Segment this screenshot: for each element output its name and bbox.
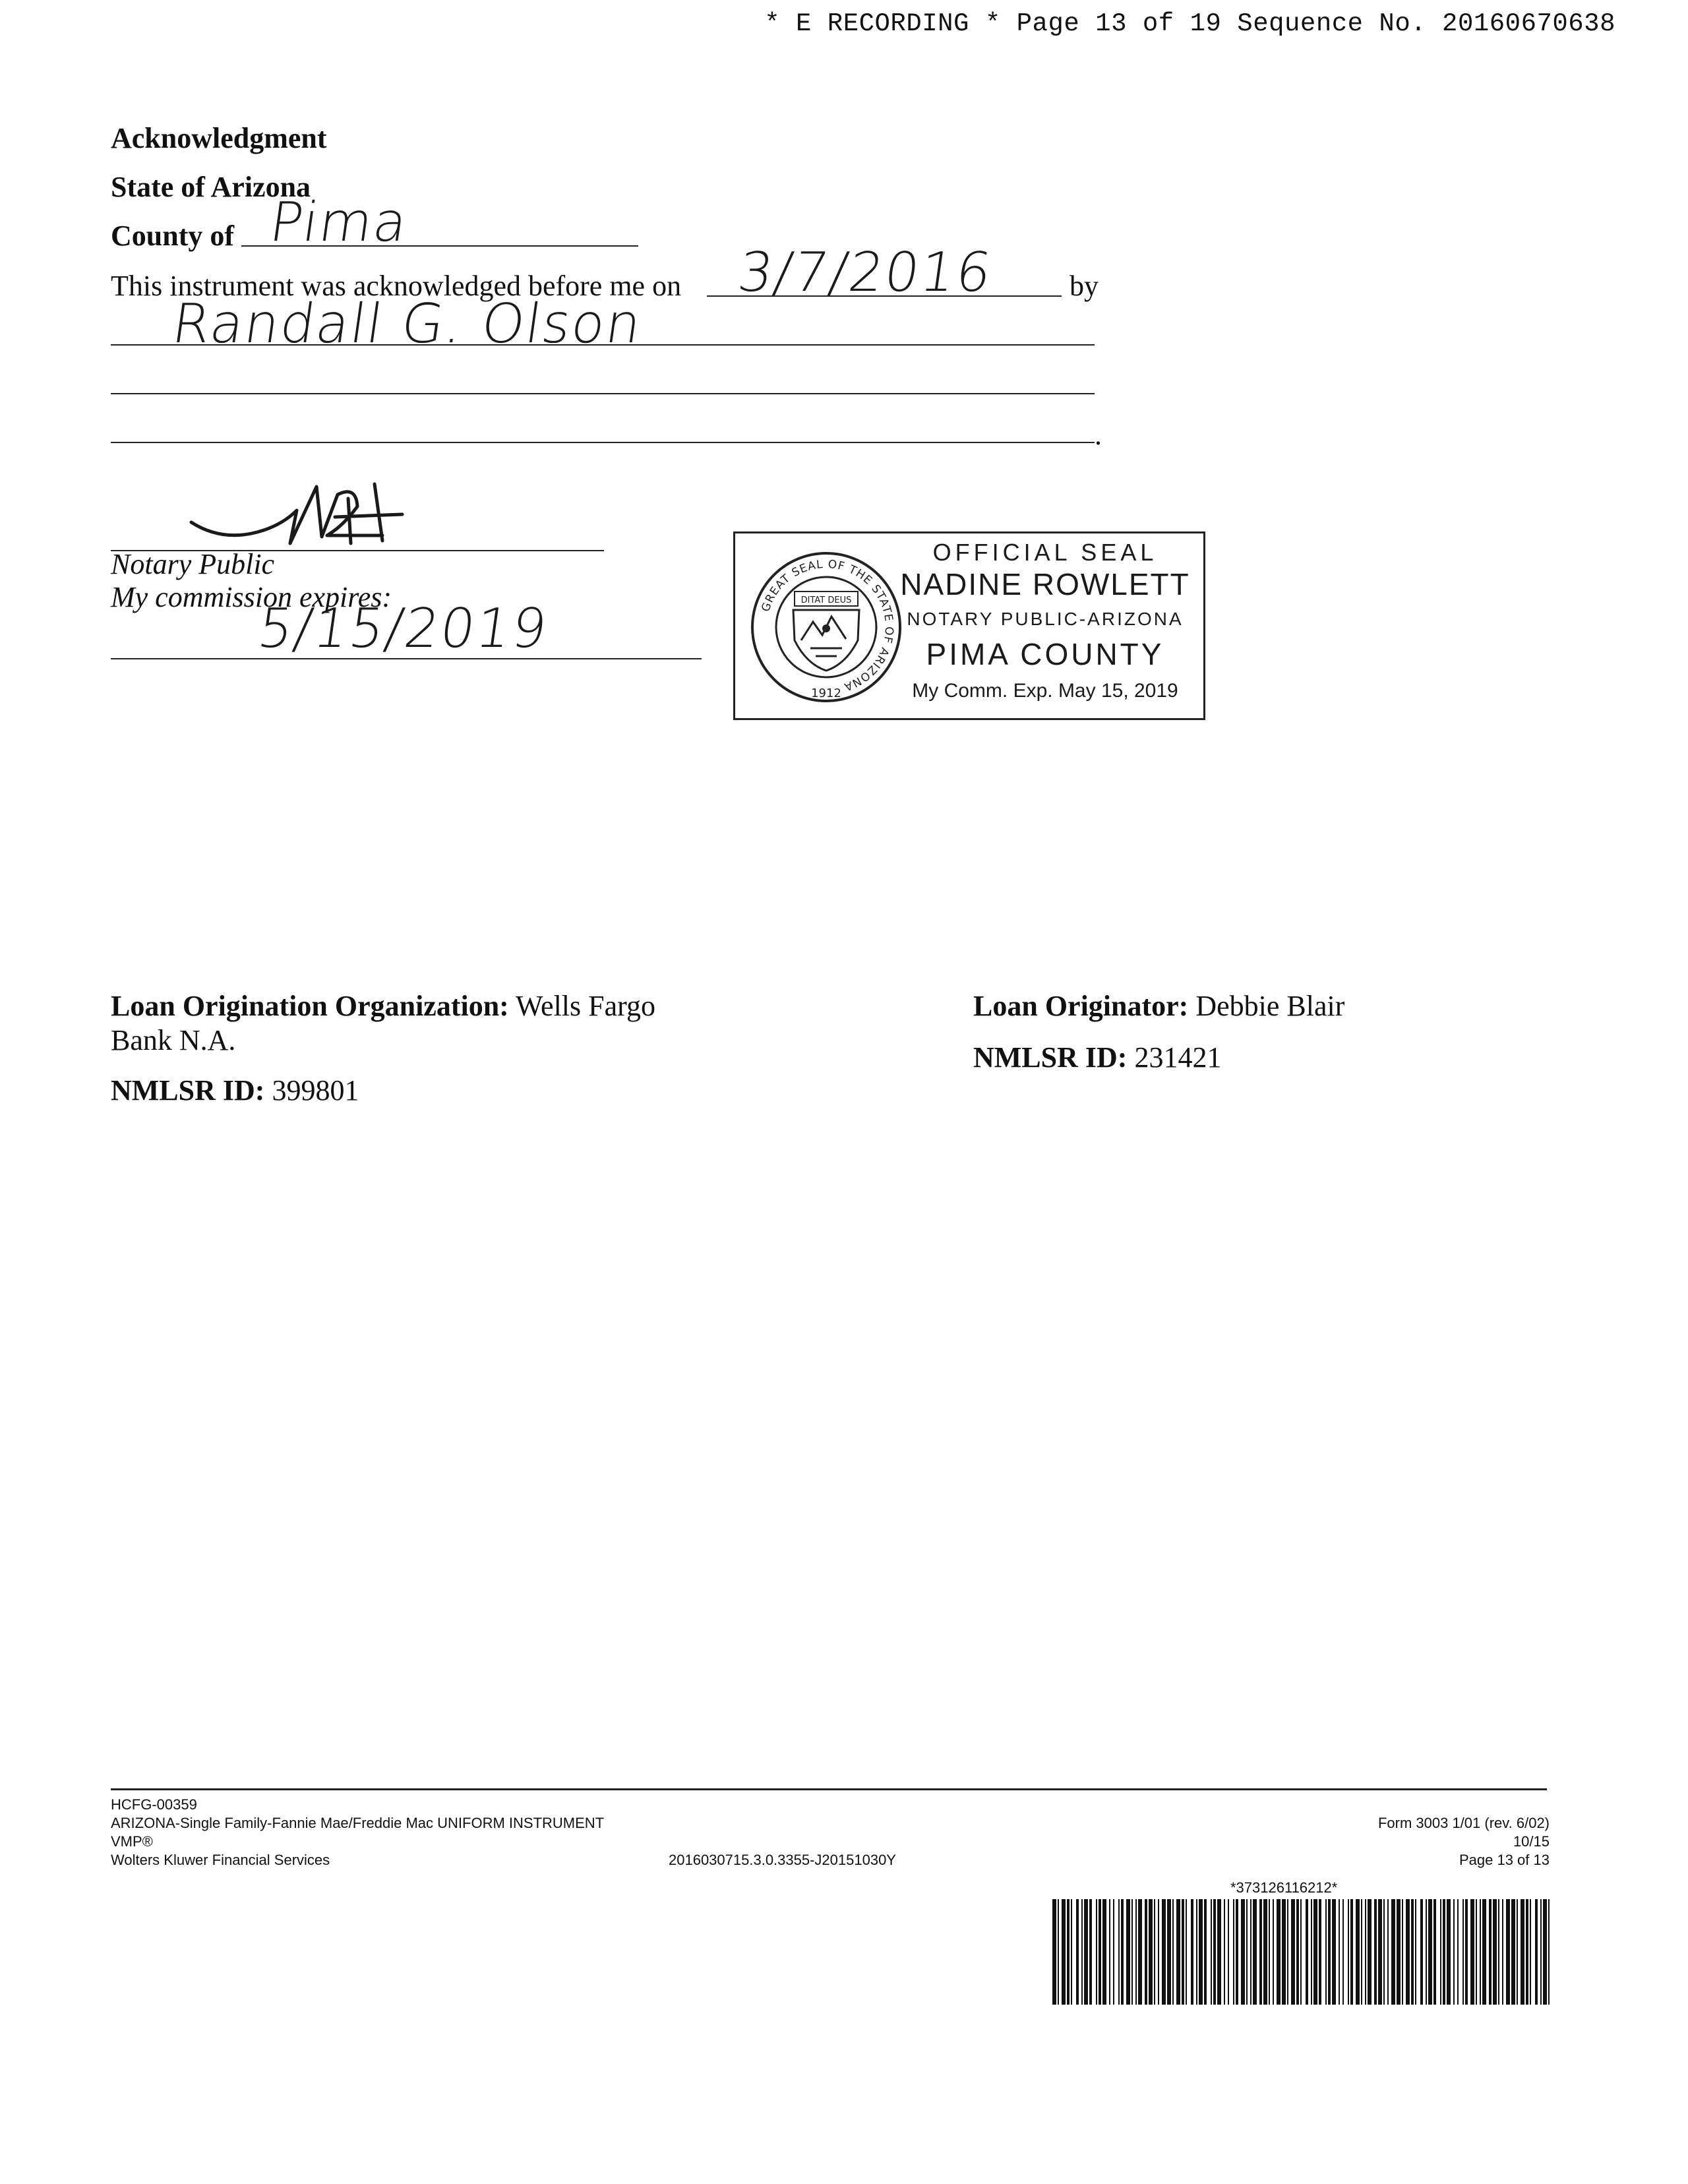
loan-org-nmlsr-value: 399801 — [272, 1074, 359, 1107]
loan-org-nmlsr-row — [111, 1074, 359, 1107]
footer-page: Page 13 of 13 — [1459, 1852, 1550, 1868]
acknowledgment-title: Acknowledgment — [111, 122, 327, 154]
trailing-period: . — [1095, 419, 1102, 451]
footer-vmp: VMP® — [111, 1833, 153, 1850]
county-handwritten: Pima — [266, 191, 413, 254]
seal-line-name: NADINE ROWLETT — [900, 567, 1190, 601]
signer-line-3 — [111, 442, 1095, 443]
recording-header: * E RECORDING * Page 13 of 19 Sequence No. 20160670638 — [764, 9, 1615, 38]
loan-originator-value: Debbie Blair — [1195, 990, 1345, 1022]
signer-line-1 — [111, 344, 1095, 346]
footer-publisher: Wolters Kluwer Financial Services — [111, 1852, 330, 1868]
seal-line-expiry: My Comm. Exp. May 15, 2019 — [912, 680, 1178, 702]
state-label: State of Arizona — [111, 171, 311, 203]
commission-label: My commission expires: — [111, 581, 392, 613]
county-label: County of — [111, 220, 235, 252]
by-label: by — [1070, 270, 1099, 302]
notary-public-label: Notary Public — [111, 548, 275, 580]
loan-org-nmlsr-label: NMLSR ID: — [111, 1074, 265, 1107]
commission-line — [111, 658, 702, 659]
barcode-text: *373126116212* — [1230, 1879, 1338, 1896]
loan-org-label: Loan Origination Organization: — [111, 990, 509, 1022]
loan-org-value-2: Bank N.A. — [111, 1024, 236, 1056]
loan-org-row — [111, 989, 655, 1023]
footer-instrument: ARIZONA-Single Family-Fannie Mae/Freddie Mac UNIFORM INSTRUMENT — [111, 1815, 605, 1831]
seal-motto: DITAT DEUS — [800, 595, 852, 605]
signer-line-2 — [111, 393, 1095, 394]
loan-originator-row — [973, 989, 1344, 1023]
loan-originator-nmlsr-value: 231421 — [1134, 1041, 1222, 1074]
loan-originator-label: Loan Originator: — [973, 990, 1189, 1022]
footer-form: Form 3003 1/01 (rev. 6/02) — [1377, 1815, 1550, 1831]
official-seal-stamp — [733, 531, 1205, 720]
arizona-state-seal-icon — [747, 548, 905, 706]
loan-org-value-1: Wells Fargo — [516, 990, 656, 1022]
seal-line-official: OFFICIAL SEAL — [932, 539, 1158, 566]
loan-originator-nmlsr-row — [973, 1041, 1221, 1074]
footer-rule — [111, 1788, 1547, 1790]
seal-ring-text: GREAT SEAL OF THE STATE OF ARIZONA — [759, 557, 896, 694]
seal-year: 1912 — [811, 686, 841, 700]
barcode-icon — [1052, 1899, 1550, 2005]
seal-line-county: PIMA COUNTY — [926, 637, 1164, 671]
instrument-text: This instrument was acknowledged before me on — [111, 270, 682, 302]
seal-line-notary: NOTARY PUBLIC-ARIZONA — [907, 609, 1184, 629]
footer-code: HCFG-00359 — [111, 1796, 197, 1813]
footer-doc-id: 2016030715.3.0.3355-J20151030Y — [669, 1852, 896, 1868]
signer-name-handwritten: Randall G. Olson — [168, 293, 646, 355]
loan-originator-nmlsr-label: NMLSR ID: — [973, 1041, 1128, 1074]
commission-handwritten: 5/15/2019 — [254, 597, 553, 660]
notary-signature — [185, 470, 448, 555]
date-handwritten: 3/7/2016 — [734, 241, 996, 304]
footer-rev: 10/15 — [1513, 1833, 1550, 1850]
